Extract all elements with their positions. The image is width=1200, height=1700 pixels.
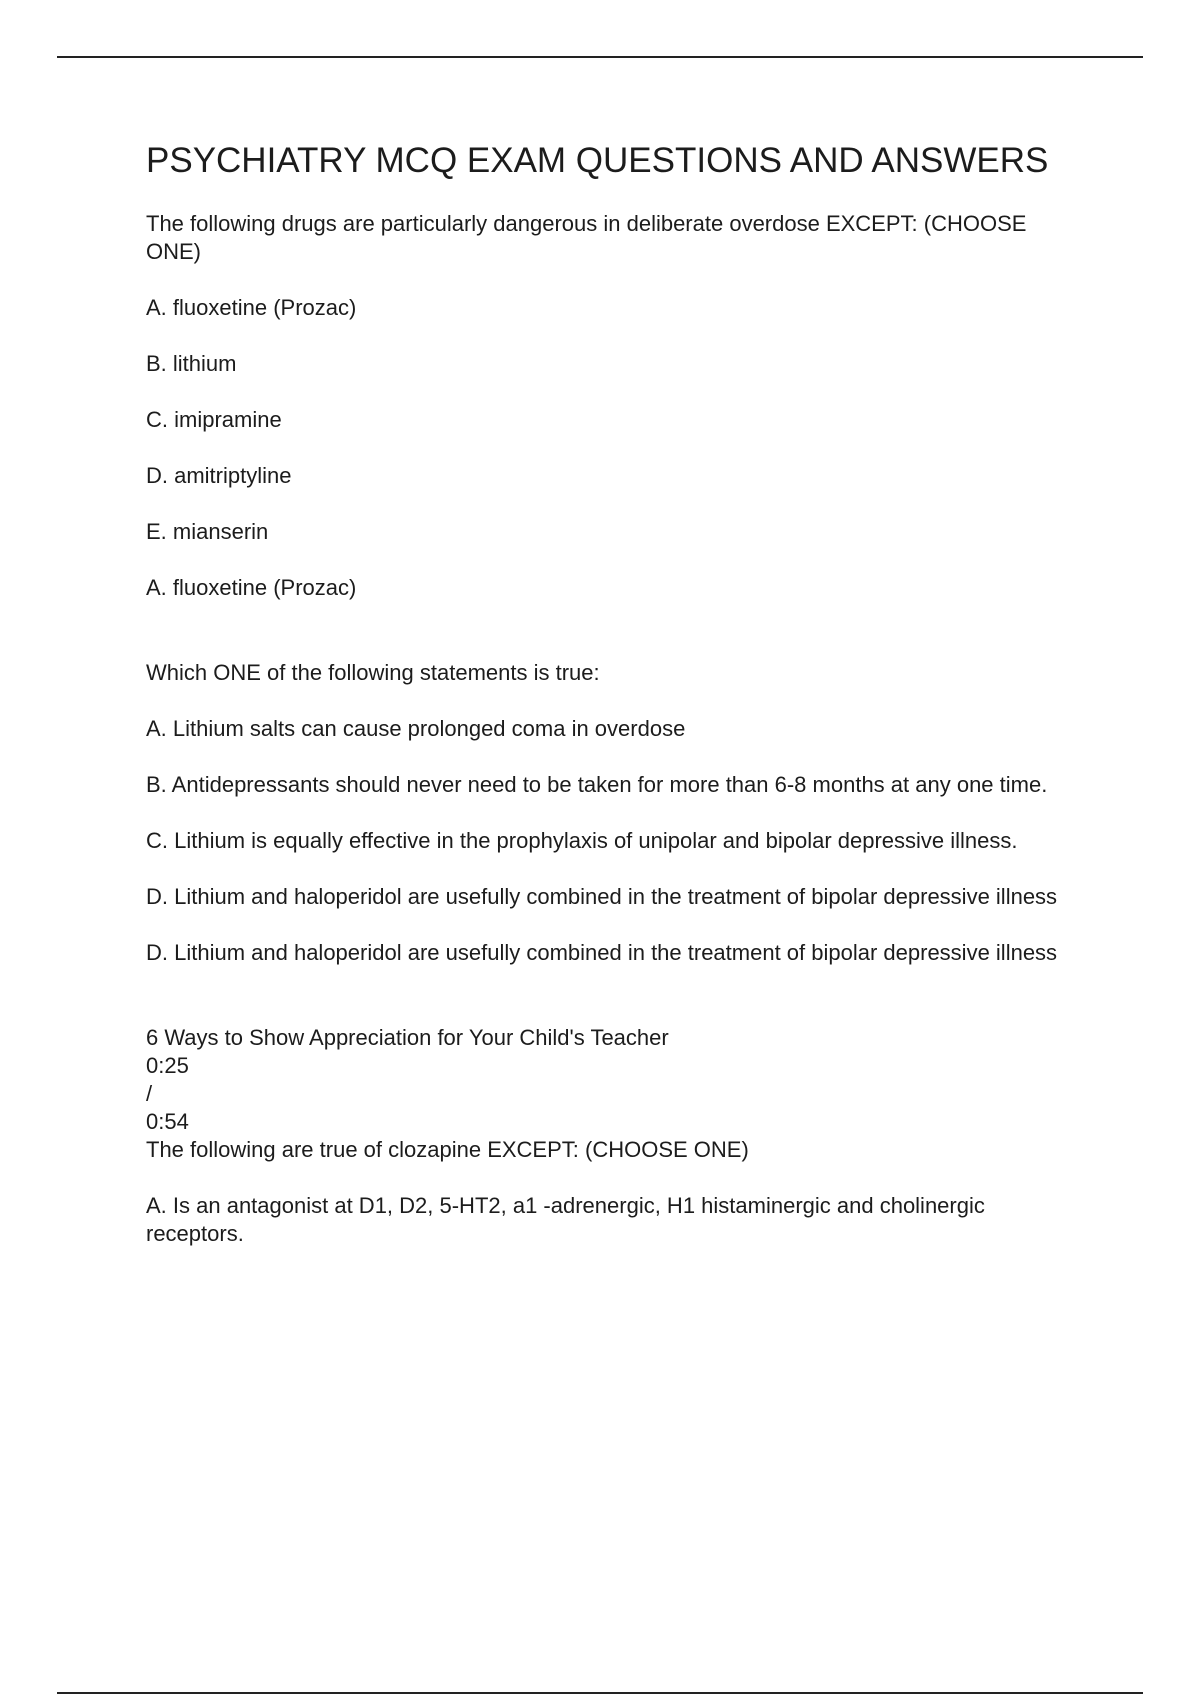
question-2 bbox=[146, 659, 1086, 967]
option-d: D. amitriptyline bbox=[146, 463, 292, 488]
question-stem: The following are true of clozapine EXCEPT: (CHOOSE ONE) bbox=[146, 1137, 749, 1162]
option-e: E. mianserin bbox=[146, 519, 269, 544]
document-body bbox=[146, 140, 1086, 1248]
question-3 bbox=[146, 1136, 1086, 1248]
option-b: B. lithium bbox=[146, 351, 237, 376]
video-title[interactable]: 6 Ways to Show Appreciation for Your Child's Teacher bbox=[146, 1025, 669, 1050]
option-c: C. imipramine bbox=[146, 407, 282, 432]
option-c: C. Lithium is equally effective in the prophylaxis of unipolar and bipolar depressive illness. bbox=[146, 828, 1018, 853]
document-title: PSYCHIATRY MCQ EXAM QUESTIONS AND ANSWERS bbox=[146, 141, 1049, 180]
video-duration: 0:54 bbox=[146, 1109, 189, 1134]
bottom-rule bbox=[57, 1692, 1143, 1694]
option-a: A. Is an antagonist at D1, D2, 5-HT2, a1 -adrenergic, H1 histaminergic and cholinergic receptors. bbox=[146, 1193, 985, 1246]
question-stem: The following drugs are particularly dangerous in deliberate overdose EXCEPT: (CHOOSE ONE) bbox=[146, 211, 1027, 264]
answer: A. fluoxetine (Prozac) bbox=[146, 575, 357, 600]
answer: D. Lithium and haloperidol are usefully combined in the treatment of bipolar depressive illness bbox=[146, 940, 1058, 965]
video-current-time: 0:25 bbox=[146, 1053, 189, 1078]
option-b: B. Antidepressants should never need to be taken for more than 6-8 months at any one time. bbox=[146, 772, 1048, 797]
option-d: D. Lithium and haloperidol are usefully combined in the treatment of bipolar depressive illness bbox=[146, 884, 1058, 909]
top-rule bbox=[57, 56, 1143, 58]
video-time-separator: / bbox=[146, 1081, 153, 1106]
question-stem: Which ONE of the following statements is true: bbox=[146, 660, 600, 685]
video-embed-text bbox=[146, 1024, 1086, 1136]
question-1 bbox=[146, 210, 1086, 602]
option-a: A. fluoxetine (Prozac) bbox=[146, 295, 357, 320]
option-a: A. Lithium salts can cause prolonged coma in overdose bbox=[146, 716, 686, 741]
